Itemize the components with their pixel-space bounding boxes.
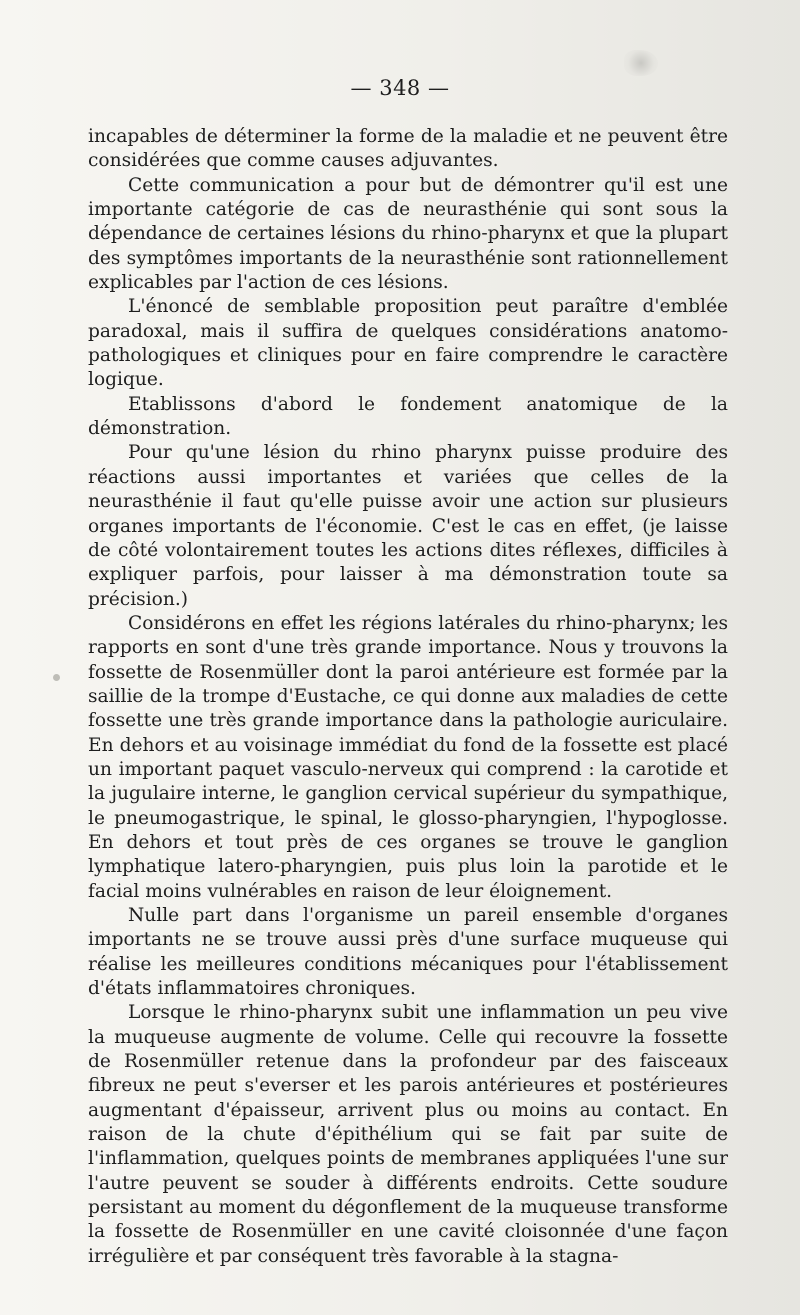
paragraph-3: L'énoncé de semblable proposition peut paraître d'emblée paradoxal, mais il suffira de quelques considérations anatomo-pathologiques et cliniques pour en faire comprendre le caractère logique. [88, 296, 728, 391]
paragraph-1: incapables de déterminer la forme de la maladie et ne peuvent être considérées que comme causes adjuvantes. [88, 126, 728, 172]
paragraph-8: Lorsque le rhino-pharynx subit une inflammation un peu vive la muqueuse augmente de volume. Celle qui recouvre la fossette de Rosenmüller retenue dans la profondeur par des faisceaux fibreux ne peut s'everser et les parois antérieures et postérieures augmentant d'épaisseur, arrivent plus ou moins au contact. En raison de la chute d'épithélium qui se fait par suite de l'inflammation, quelques points de membranes appliquées l'une sur l'autre peuvent se souder à différents endroits. Cette soudure persistant au moment du dégonflement de la muqueuse transforme la fossette de Rosenmüller en une cavité cloisonnée d'une façon irrégulière et par conséquent très favorable à la stagna- [88, 1002, 728, 1267]
paragraph-4: Etablissons d'abord le fondement anatomique de la démonstration. [88, 393, 728, 440]
paragraph-6: Considérons en effet les régions latérales du rhino-pharynx; les rapports en sont d'une très grande importance. Nous y trouvons la fossette de Rosenmüller dont la paroi antérieure est formée par la saillie de la trompe d'Eustache, ce qui donne aux maladies de cette fossette une très grande importance dans la pathologie auriculaire. En dehors et au voisinage immédiat du fond de la fossette est placé un important paquet vasculo-nerveux qui comprend : la carotide et la jugulaire interne, le ganglion cervical supérieur du sympathique, le pneumogastrique, le spinal, le glosso-pharyngien, l'hypoglosse. En dehors et tout près de ces organes se trouve le ganglion lymphatique latero-pharyngien, puis plus loin la parotide et le facial moins vulnérables en raison de leur éloignement. [88, 612, 728, 902]
page-number: — 348 — [350, 76, 450, 100]
paragraph-7: Nulle part dans l'organisme un pareil ensemble d'organes importants ne se trouve aussi près d'une surface muqueuse qui réalise les meilleures conditions mécaniques pour l'établissement d'états inflammatoires chroniques. [88, 905, 728, 1000]
paragraph-2: Cette communication a pour but de démontrer qu'il est une importante catégorie de cas de neurasthénie qui sont sous la dépendance de certaines lésions du rhino-pharynx et que la plupart des symptômes importants de la neurasthénie sont rationnellement explicables par l'action de ces lésions. [88, 174, 728, 294]
body-text [88, 125, 728, 1269]
paper-stain [624, 50, 658, 76]
paragraph-5: Pour qu'une lésion du rhino pharynx puisse produire des réactions aussi importantes et variées que celles de la neurasthénie il faut qu'elle puisse avoir une action sur plusieurs organes importants de l'économie. C'est le cas en effet, (je laisse de côté volontairement toutes les actions dites réflexes, difficiles à expliquer parfois, pour laisser à ma démonstration toute sa précision.) [88, 442, 728, 610]
ink-blot [53, 674, 60, 681]
